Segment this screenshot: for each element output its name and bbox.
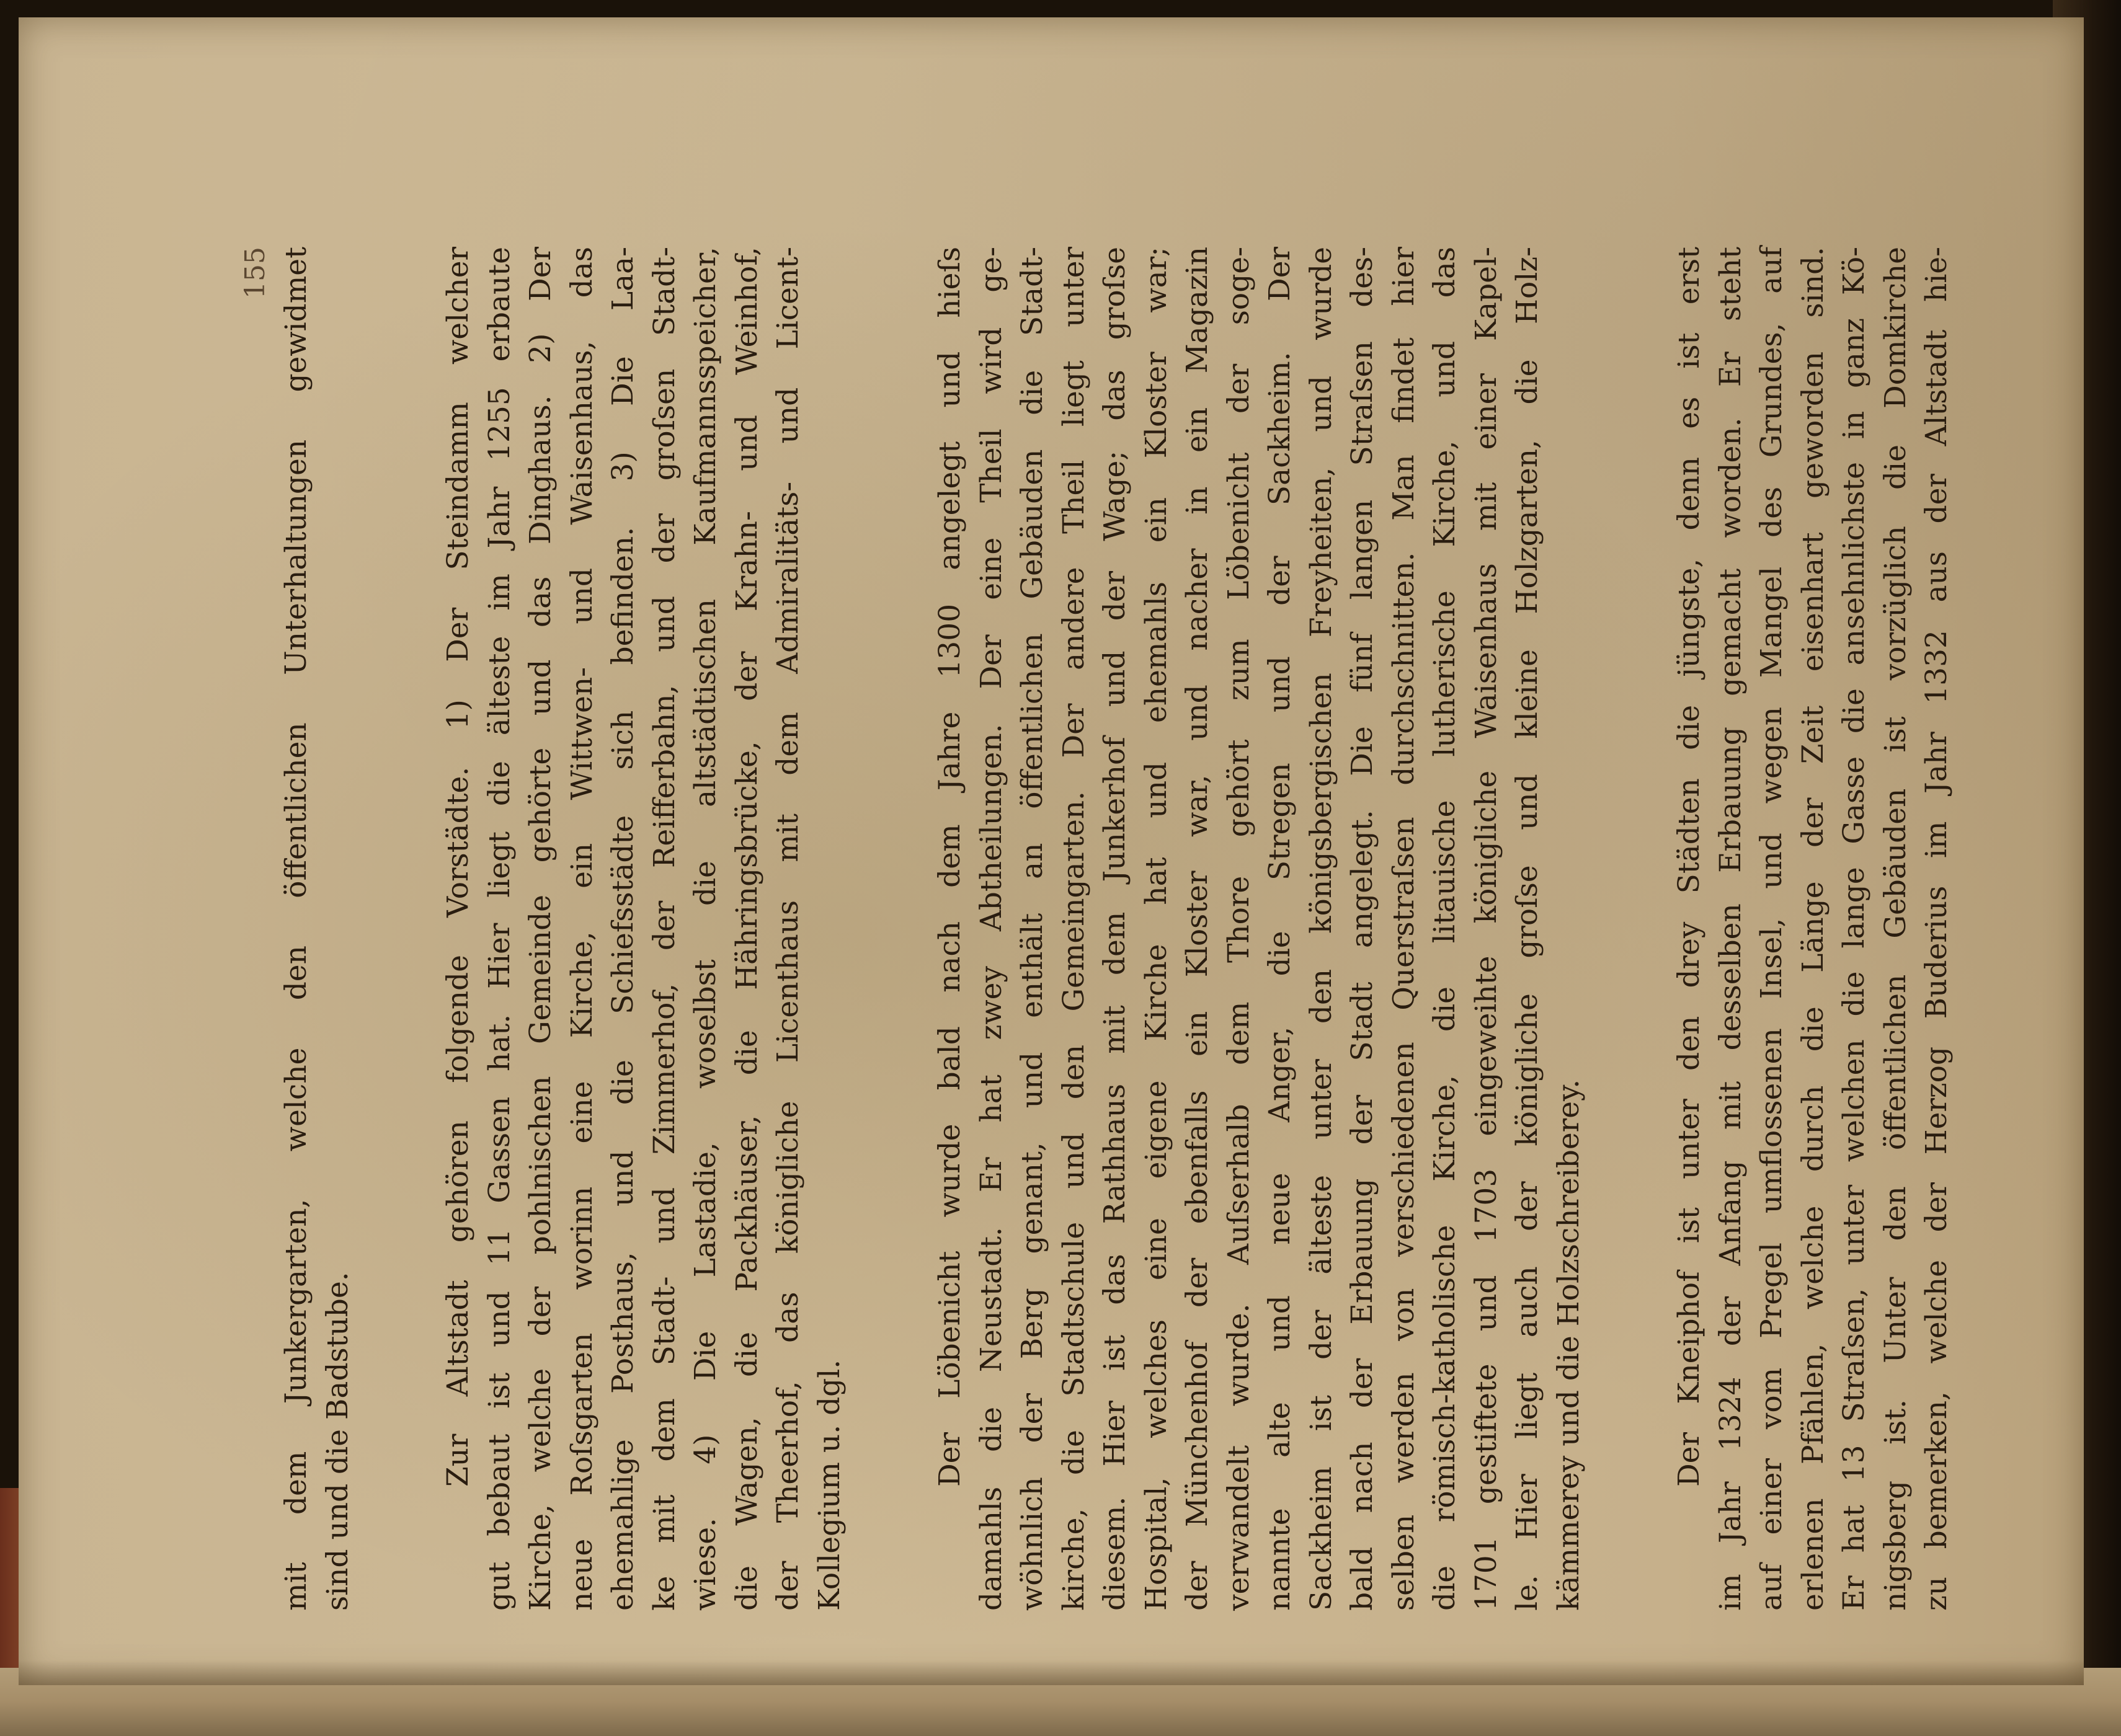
text-line: Kollegium u. dgl. [812, 1359, 847, 1611]
text-line: le. Hier liegt auch der königliche groſse und kleine Holzgarten, die Holz- [1510, 247, 1544, 1611]
page-shadow [19, 1660, 2084, 1685]
text-line: im Jahr 1324 der Anfang mit desselben Erbauung gemacht worden. Er steht [1713, 247, 1748, 1611]
text-line: 1701 gestiftete und 1703 eingeweihte königliche Waisenhaus mit einer Kapel- [1469, 247, 1503, 1611]
text-line: die Wagen, die Packhäuser, die Hähringsbrücke, der Krahn- und Weinhof, [729, 247, 764, 1611]
text-line: ehemahlige Posthaus, und die Schiefsstädte sich befinden. 3) Die Laa- [606, 247, 640, 1611]
text-line: zu bemerken, welche der Herzog Buderius im Jahr 1332 aus der Altstadt hie- [1919, 247, 1954, 1611]
text-line: nannte alte und neue Anger, die Stregen und der Sackheim. Der [1263, 247, 1297, 1611]
text-line: Er hat 13 Straſsen, unter welchen die lange Gasse die ansehnlichste in ganz Kö- [1837, 247, 1871, 1611]
text-line: Der Löbenicht wurde bald nach dem Jahre 1300 angelegt und hieſs [933, 247, 967, 1487]
text-line: damahls die Neustadt. Er hat zwey Abtheilungen. Der eine Theil wird ge- [974, 247, 1008, 1611]
text-line: kirche, die Stadtschule und den Gemeingarten. Der andere Theil liegt unter [1056, 247, 1091, 1611]
text-line: nigsberg ist. Unter den öffentlichen Gebäuden ist vorzüglich die Domkirche [1878, 247, 1913, 1611]
text-line: ke mit dem Stadt- und Zimmerhof, der Reifferbahn, und der groſsen Stadt- [647, 247, 682, 1611]
text-line: verwandelt wurde. Auſserhalb dem Thore gehört zum Löbenicht der soge- [1221, 247, 1256, 1611]
text-line: erlenen Pfählen, welche durch die Länge der Zeit eisenhart geworden sind. [1795, 247, 1830, 1611]
text-line: bald nach der Erbauung der Stadt angelegt. Die fünf langen Straſsen des- [1345, 247, 1379, 1611]
text-line: Hospital, welches eine eigene Kirche hat und ehemahls ein Kloster war; [1139, 247, 1173, 1611]
text-line: diesem. Hier ist das Rathhaus mit dem Junkerhof und der Wage; das groſse [1098, 247, 1132, 1611]
text-line: der Theerhof, das königliche Licenthaus mit dem Admiralitäts- und Licent- [771, 247, 805, 1611]
text-line: sind und die Badstube. [320, 1272, 355, 1611]
paragraph-kneiphof [1669, 247, 1958, 1611]
text-line: neue Roſsgarten worinn eine Kirche, ein Wittwen- und Waisenhaus, das [564, 247, 599, 1611]
text-line: mit dem Junkergarten, welche den öffentlichen Unterhaltungen gewidmet [279, 247, 313, 1611]
text-line: der Münchenhof der ebenfalls ein Kloster war, und nacher in ein Magazin [1180, 247, 1214, 1611]
text-line: auf einer vom Pregel umflossenen Insel, und wegen Mangel des Grundes, auf [1754, 247, 1789, 1611]
paragraph-altstadt [438, 247, 850, 1611]
text-line: selben werden von verschiedenen Querstraſsen durchschnitten. Man findet hier [1386, 247, 1421, 1611]
page-number: 155 [239, 247, 271, 299]
text-line: kämmerey und die Holzschreiberey. [1551, 1079, 1586, 1611]
text-line: Der Kneiphof ist unter den drey Städten die jüngste, denn es ist erst [1672, 247, 1706, 1487]
page-text-block [239, 247, 1954, 1611]
text-line: wöhnlich der Berg genant, und enthält an öffentlichen Gebäuden die Stadt- [1015, 247, 1049, 1611]
paragraph-junkergarten [276, 247, 358, 1611]
text-line: Kirche, welche der pohlnischen Gemeinde gehörte und das Dinghaus. 2) Der [523, 247, 558, 1611]
text-line: Sackheim ist der älteste unter den königsbergischen Freyheiten, und wurde [1304, 247, 1338, 1611]
text-line: gut bebaut ist und 11 Gassen hat. Hier liegt die älteste im Jahr 1255 erbaute [482, 247, 517, 1611]
text-line: wiese. 4) Die Lastadie, woselbst die altstädtischen Kaufmannsspeicher, [688, 247, 723, 1611]
text-line: die römisch-katholische Kirche, die litauische lutherische Kirche, und das [1428, 247, 1462, 1611]
book-page [19, 17, 2084, 1685]
paragraph-loebenicht [930, 247, 1590, 1611]
text-line: Zur Altstadt gehören folgende Vorstädte. 1) Der Steindamm welcher [441, 247, 475, 1487]
